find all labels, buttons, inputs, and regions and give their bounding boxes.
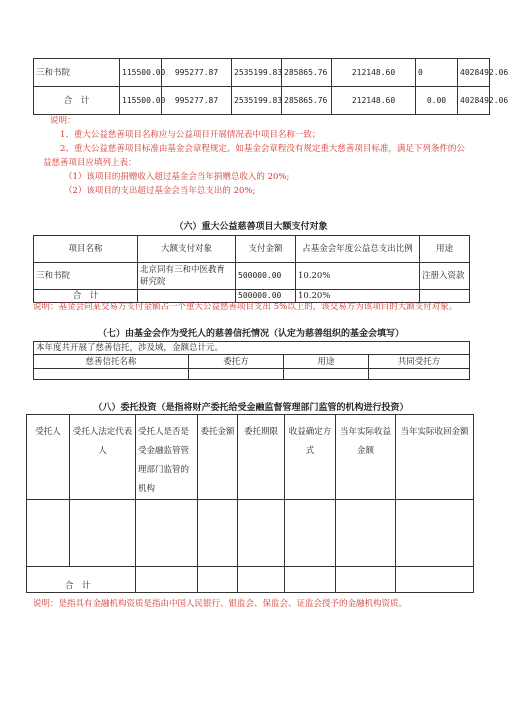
header-cell: 委托方	[189, 355, 284, 369]
header-cell: 受托人法定代表人	[70, 415, 136, 500]
cell: 10.20%	[296, 290, 420, 303]
table-row	[34, 59, 490, 87]
header-cell: 受托人	[27, 415, 70, 500]
total-label: 合 计	[34, 87, 120, 115]
table-row	[34, 369, 470, 380]
cell: 115500.00	[120, 87, 162, 115]
cell: 500000.00	[236, 263, 296, 290]
cell: 2535199.83	[232, 87, 282, 115]
cell: 115500.00	[120, 59, 162, 87]
total-label: 合 计	[34, 290, 138, 303]
total-label: 合 计	[27, 567, 136, 593]
cell: 注册入资款	[420, 263, 470, 290]
header-cell: 受托人是否是受金融监管管理部门监管的机构	[136, 415, 198, 500]
section-8-note: 说明：是指具有金融机构资质是指由中国人民银行、银监会、保监会、证监会授予的金融机构资质。	[33, 599, 408, 609]
cell: 0	[416, 59, 458, 87]
table-row	[34, 263, 470, 290]
note-line: 说明：	[50, 116, 76, 126]
cell: 212148.60	[332, 87, 416, 115]
note-top	[43, 114, 470, 198]
top-project-table	[33, 58, 508, 115]
section-7-title: （七）由基金会作为受托人的慈善信托情况（认定为慈善组织的基金会填写）	[97, 329, 404, 339]
section-6-note: 说明：基金会向某交易方支付金额占一个重大公益慈善项目支出 5%以上的，该交易方为该项目的大额支付对象。	[33, 302, 458, 312]
header-cell: 收益确定方式	[285, 415, 336, 500]
header-cell: 用途	[284, 355, 369, 369]
section-8-title: （八）委托投资（是指将财产委托给受金融监督管理部门监管的机构进行投资）	[93, 403, 409, 413]
cell: 212148.60	[332, 59, 416, 87]
entrusted-investment-table	[26, 414, 474, 593]
section-6-title: （六）重大公益慈善项目大额支付对象	[174, 222, 328, 232]
header-cell: 支付金额	[236, 236, 296, 263]
cell: 0.00	[416, 87, 458, 115]
cell: 500000.00	[236, 290, 296, 303]
cell: 三和书院	[34, 263, 138, 290]
table-row	[27, 500, 474, 567]
header-cell: 大额支付对象	[138, 236, 236, 263]
cell: 285865.76	[282, 87, 332, 115]
header-cell: 项目名称	[34, 236, 138, 263]
cell: 10.20%	[296, 263, 420, 290]
header-cell: 委托金额	[198, 415, 238, 500]
cell: 285865.76	[282, 59, 332, 87]
cell: 北京同有三和中医教育研究院	[138, 263, 236, 290]
note-line: 1、重大公益慈善项目名称应与公益项目开展情况表中项目名称一致；	[60, 130, 321, 140]
large-payment-table	[33, 235, 470, 303]
cell: 995277.87	[162, 87, 232, 115]
cell: 995277.87	[162, 59, 232, 87]
project-name: 三和书院	[34, 59, 120, 87]
cell: 4028492.06	[458, 87, 490, 115]
cell: 4028492.06	[458, 59, 490, 87]
header-cell: 慈善信托名称	[34, 355, 189, 369]
table-header	[34, 355, 470, 369]
header-cell: 委托期限	[238, 415, 285, 500]
cell: 2535199.83	[232, 59, 282, 87]
note-line: （1）该项目的捐赠收入超过基金会当年捐赠总收入的 20%;	[64, 172, 290, 182]
note-line: 2、重大公益慈善项目标准由基金会章程规定。如基金会章程没有规定重大慈善项目标准，满足下列条件的公益慈善项目应填列上表：	[43, 144, 465, 168]
table-row	[34, 87, 490, 115]
table-header	[27, 415, 474, 500]
header-cell: 用途	[420, 236, 470, 263]
header-cell: 共同受托方	[369, 355, 470, 369]
header-cell: 占基金会年度公益总支出比例	[296, 236, 420, 263]
header-cell: 当年实际收益金额	[336, 415, 396, 500]
note-line: （2）该项目的支出超过基金会当年总支出的 20%;	[64, 186, 256, 196]
table-total-row	[27, 567, 474, 593]
charitable-trust-table	[33, 341, 470, 380]
trust-summary: 本年度共开展了慈善信托，涉及域，金额总计元。	[34, 342, 470, 355]
table-header	[34, 236, 470, 263]
header-cell: 当年实际收回金额	[396, 415, 474, 500]
